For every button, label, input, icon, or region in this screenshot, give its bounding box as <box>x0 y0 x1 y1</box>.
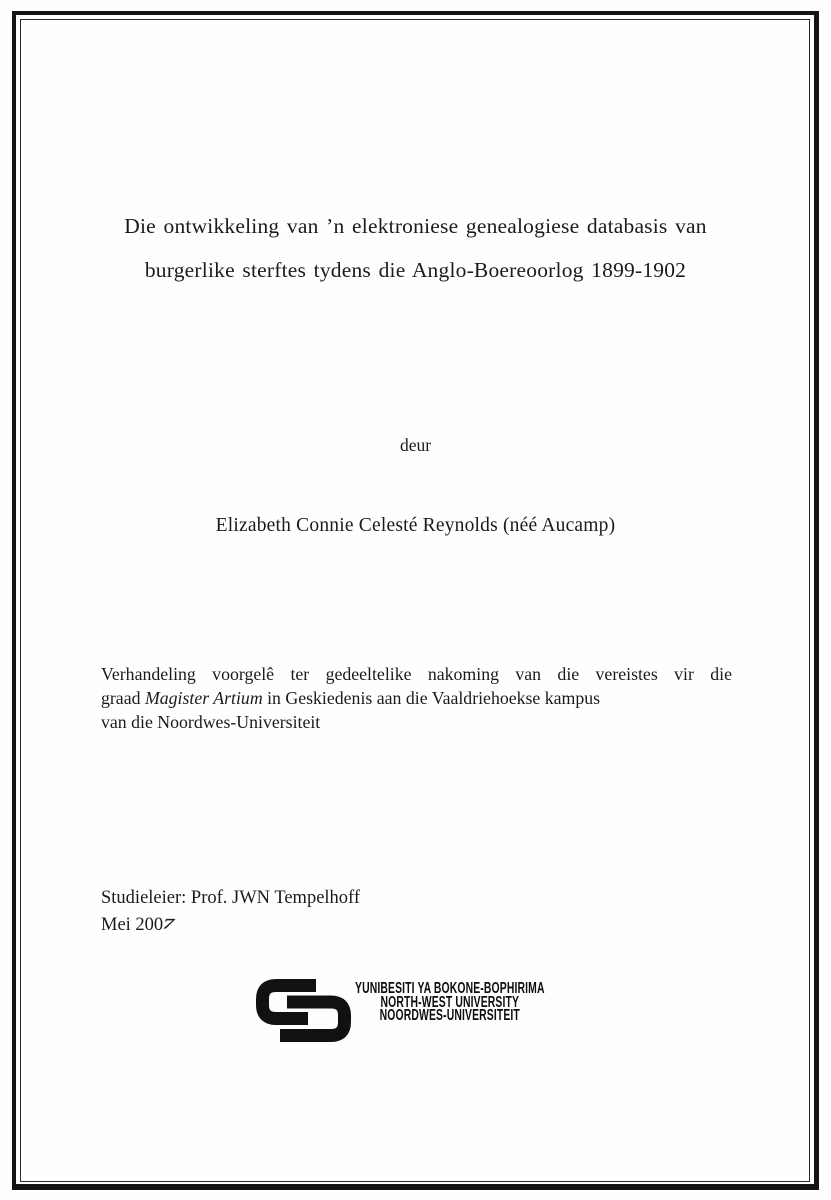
nwu-logo-text-line-2: NORTH-WEST UNIVERSITY <box>380 993 520 1011</box>
byline: deur <box>399 435 432 455</box>
degree-statement-line-2 <box>101 686 732 710</box>
nwu-chain-links-logo-icon <box>256 979 351 1042</box>
degree-name-italic: Magister Artium <box>144 688 263 708</box>
degree-statement-line-1: Verhandeling voorgelê ter gedeeltelike nakoming van die vereistes vir die <box>101 664 732 684</box>
supervisor-line: Studieleier: Prof. JWN Tempelhoff <box>101 888 361 908</box>
degree-statement-line-2-pre: graad <box>101 688 145 708</box>
thesis-title-line-2: burgerlike sterftes tydens die Anglo-Boereoorlog 1899-1902 <box>144 258 687 282</box>
thesis-title <box>55 204 776 292</box>
nwu-logo-text-lines <box>355 982 545 1023</box>
date-line <box>101 912 360 939</box>
date-prefix: Mei 200 <box>101 915 164 935</box>
handwritten-seven: 7 <box>159 916 178 933</box>
nwu-logo <box>0 979 831 1042</box>
nwu-logo-text-line-3: NOORDWES-UNIVERSITEIT <box>379 1007 520 1024</box>
author-name: Elizabeth Connie Celesté Reynolds (néé Aucamp) <box>215 515 616 536</box>
degree-statement <box>101 662 732 734</box>
degree-statement-line-2-post: in Geskiedenis aan die Vaaldriehoekse kampus <box>262 688 601 708</box>
supervisor-block <box>101 885 360 939</box>
nwu-logo-text-line-1: YUNIBESITI YA BOKONE-BOPHIRIMA <box>355 980 545 997</box>
nwu-logo-text <box>355 982 575 1025</box>
degree-statement-line-3: van die Noordwes-Universiteit <box>101 712 321 732</box>
thesis-title-line-1: Die ontwikkeling van ’n elektroniese genealogiese databasis van <box>124 214 707 238</box>
